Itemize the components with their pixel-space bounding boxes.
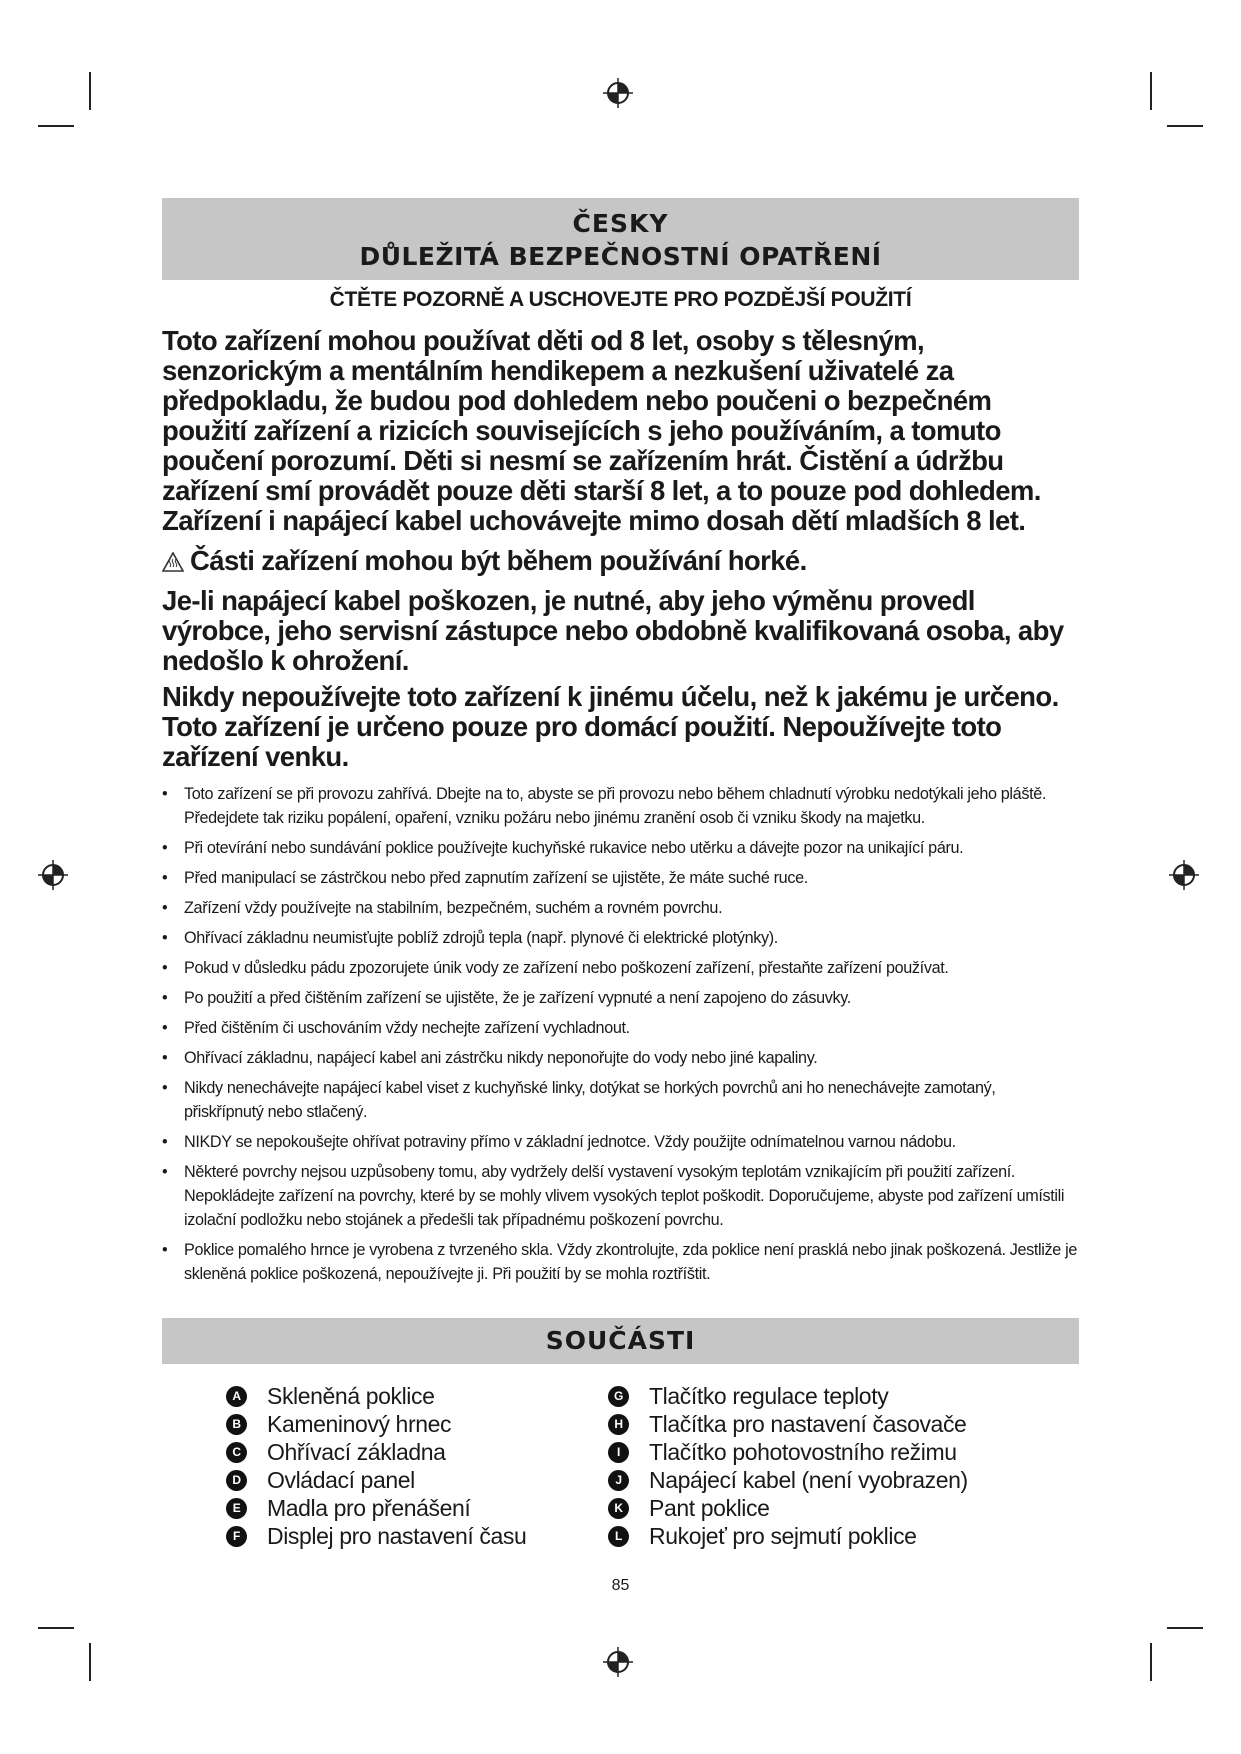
part-item [608,1522,968,1550]
list-item: • Toto zařízení se při provozu zahřívá. Dbejte na to, abyste se při provozu nebo během chladnutí výrobku nedotýkali jeho pláště. Předejdete tak riziku popálení, opaření, vzniku požáru nebo jinému zranění osob či vzniku škody na majetku. [162,785,1047,827]
part-label: Ovládací panel [267,1466,415,1493]
list-item: • NIKDY se nepokoušejte ohřívat potraviny přímo v základní jednotce. Vždy použijte odnímatelnou varnou nádobu. [162,1133,956,1151]
safety-bullet-list [162,782,1079,1286]
language-heading: ČESKY [572,209,669,238]
header-band [162,198,1079,280]
part-letter-badge: E [226,1498,247,1519]
part-letter-badge: B [226,1414,247,1435]
list-item: • Ohřívací základnu neumisťujte poblíž zdrojů tepla (např. plynové či elektrické plotýnky). [162,929,778,947]
registration-mark-left-icon [36,858,70,892]
warning-power-cable: Je-li napájecí kabel poškozen, je nutné, aby jeho výměnu provedl výrobce, jeho servisní zástupce nebo obdobně kvalifikovaná osoba, aby nedošlo k ohrožení. [162,585,1064,676]
list-item: • Ohřívací základnu, napájecí kabel ani zástrčku nikdy neponořujte do vody nebo jiné kapaliny. [162,1049,818,1067]
part-label: Napájecí kabel (není vyobrazen) [649,1466,968,1493]
list-item: • Po použití a před čištěním zařízení se ujistěte, že je zařízení vypnuté a není zapojeno do zásuvky. [162,989,851,1007]
list-item: • Nikdy nenechávejte napájecí kabel viset z kuchyňské linky, dotýkat se horkých povrchů ani ho nenechávejte zamotaný, přiskřípnutý nebo stlačený. [162,1079,996,1121]
page-number: 85 [611,1577,630,1594]
crop-mark-top-right-h [1167,125,1203,127]
read-carefully-note: ČTĚTE POZORNĚ A USCHOVEJTE PRO POZDĚJŠÍ POUŽITÍ [329,288,912,311]
list-item: • Před čištěním či uschováním vždy nechejte zařízení vychladnout. [162,1019,630,1037]
part-letter-badge: A [226,1386,247,1407]
part-item [608,1382,968,1410]
registration-mark-bottom-icon [601,1645,635,1679]
part-letter-badge: J [608,1470,629,1491]
crop-mark-bottom-right-v [1150,1643,1152,1681]
registration-mark-right-icon [1167,858,1201,892]
part-item [226,1466,526,1494]
parts-section-title: SOUČÁSTI [162,1318,1079,1364]
list-item: • Při otevírání nebo sundávání poklice používejte kuchyňské rukavice nebo utěrku a dávejte pozor na unikající páru. [162,839,964,857]
part-item [226,1410,526,1438]
crop-mark-bottom-left-h [38,1627,74,1629]
part-item [226,1438,526,1466]
part-item [608,1410,968,1438]
part-item [608,1494,968,1522]
crop-mark-top-right-v [1150,72,1152,110]
hot-surface-warning-icon [162,552,184,572]
list-item: • Poklice pomalého hrnce je vyrobena z tvrzeného skla. Vždy zkontrolujte, zda poklice není prasklá nebo jinak poškozená. Jestliže je skleněná poklice poškozená, nepoužívejte ji. Při použití by se mohla roztříštit. [162,1241,1077,1283]
part-item [226,1382,526,1410]
part-item [608,1466,968,1494]
part-label: Kameninový hrnec [267,1410,452,1437]
list-item: • Některé povrchy nejsou uzpůsobeny tomu, aby vydržely delší vystavení vysokým teplotám vznikajícím při použití zařízení. Nepokládejte zařízení na povrchy, které by se mohly vlivem vysokých teplot poškodit. Doporučujeme, abyste pod zařízení umístili izolační podložku nebo stojánek a předešli tak případnému poškození povrchu. [162,1163,1065,1229]
part-letter-badge: F [226,1526,247,1547]
crop-mark-bottom-right-h [1167,1627,1203,1629]
part-letter-badge: I [608,1442,629,1463]
part-label: Rukojeť pro sejmutí poklice [649,1522,917,1549]
part-item [226,1522,526,1550]
part-letter-badge: D [226,1470,247,1491]
list-item: • Zařízení vždy používejte na stabilním, bezpečném, suchém a rovném povrchu. [162,899,723,917]
safety-content [162,198,1079,1292]
part-label: Skleněná poklice [267,1382,435,1409]
part-label: Madla pro přenášení [267,1494,471,1521]
crop-mark-top-left-h [38,125,74,127]
part-label: Pant poklice [649,1494,770,1521]
crop-mark-bottom-left-v [89,1643,91,1681]
safety-title: DŮLEŽITÁ BEZPEČNOSTNÍ OPATŘENÍ [359,242,882,271]
parts-list-left [226,1382,526,1550]
warning-hot-parts-text: Části zařízení mohou být během používání horké. [190,545,807,576]
part-label: Ohřívací základna [267,1438,446,1465]
registration-mark-top-icon [601,76,635,110]
warning-intended-use: Nikdy nepoužívejte toto zařízení k jinému účelu, než k jakému je určeno. Toto zařízení je určeno pouze pro domácí použití. Nepoužívejte toto zařízení venku. [162,681,1059,772]
part-item [608,1438,968,1466]
part-letter-badge: H [608,1414,629,1435]
part-letter-badge: L [608,1526,629,1547]
parts-list-right [608,1382,968,1550]
warning-children: Toto zařízení mohou používat děti od 8 let, osoby s tělesným, senzorickým a mentálním hendikepem a nezkušení uživatelé za předpokladu, že budou pod dohledem nebo poučeni o bezpečném použití zařízení a rizicích souvisejících s jeho používáním, a tomuto poučení porozumí. Děti si nesmí se zařízením hrát. Čistění a údržbu zařízení smí provádět pouze děti starší 8 let, a to pouze pod dohledem. Zařízení i napájecí kabel uchovávejte mimo dosah dětí mladších 8 let. [162,325,1041,536]
part-label: Tlačítka pro nastavení časovače [649,1410,967,1437]
crop-mark-top-left-v [89,72,91,110]
warning-hot-parts [162,546,1079,576]
part-item [226,1494,526,1522]
part-letter-badge: G [608,1386,629,1407]
part-label: Displej pro nastavení času [267,1522,527,1549]
part-label: Tlačítko pohotovostního režimu [649,1438,957,1465]
list-item: • Pokud v důsledku pádu zpozorujete únik vody ze zařízení nebo poškození zařízení, přestaňte zařízení používat. [162,959,949,977]
part-label: Tlačítko regulace teploty [649,1382,889,1409]
part-letter-badge: C [226,1442,247,1463]
part-letter-badge: K [608,1498,629,1519]
list-item: • Před manipulací se zástrčkou nebo před zapnutím zařízení se ujistěte, že máte suché ruce. [162,869,808,887]
